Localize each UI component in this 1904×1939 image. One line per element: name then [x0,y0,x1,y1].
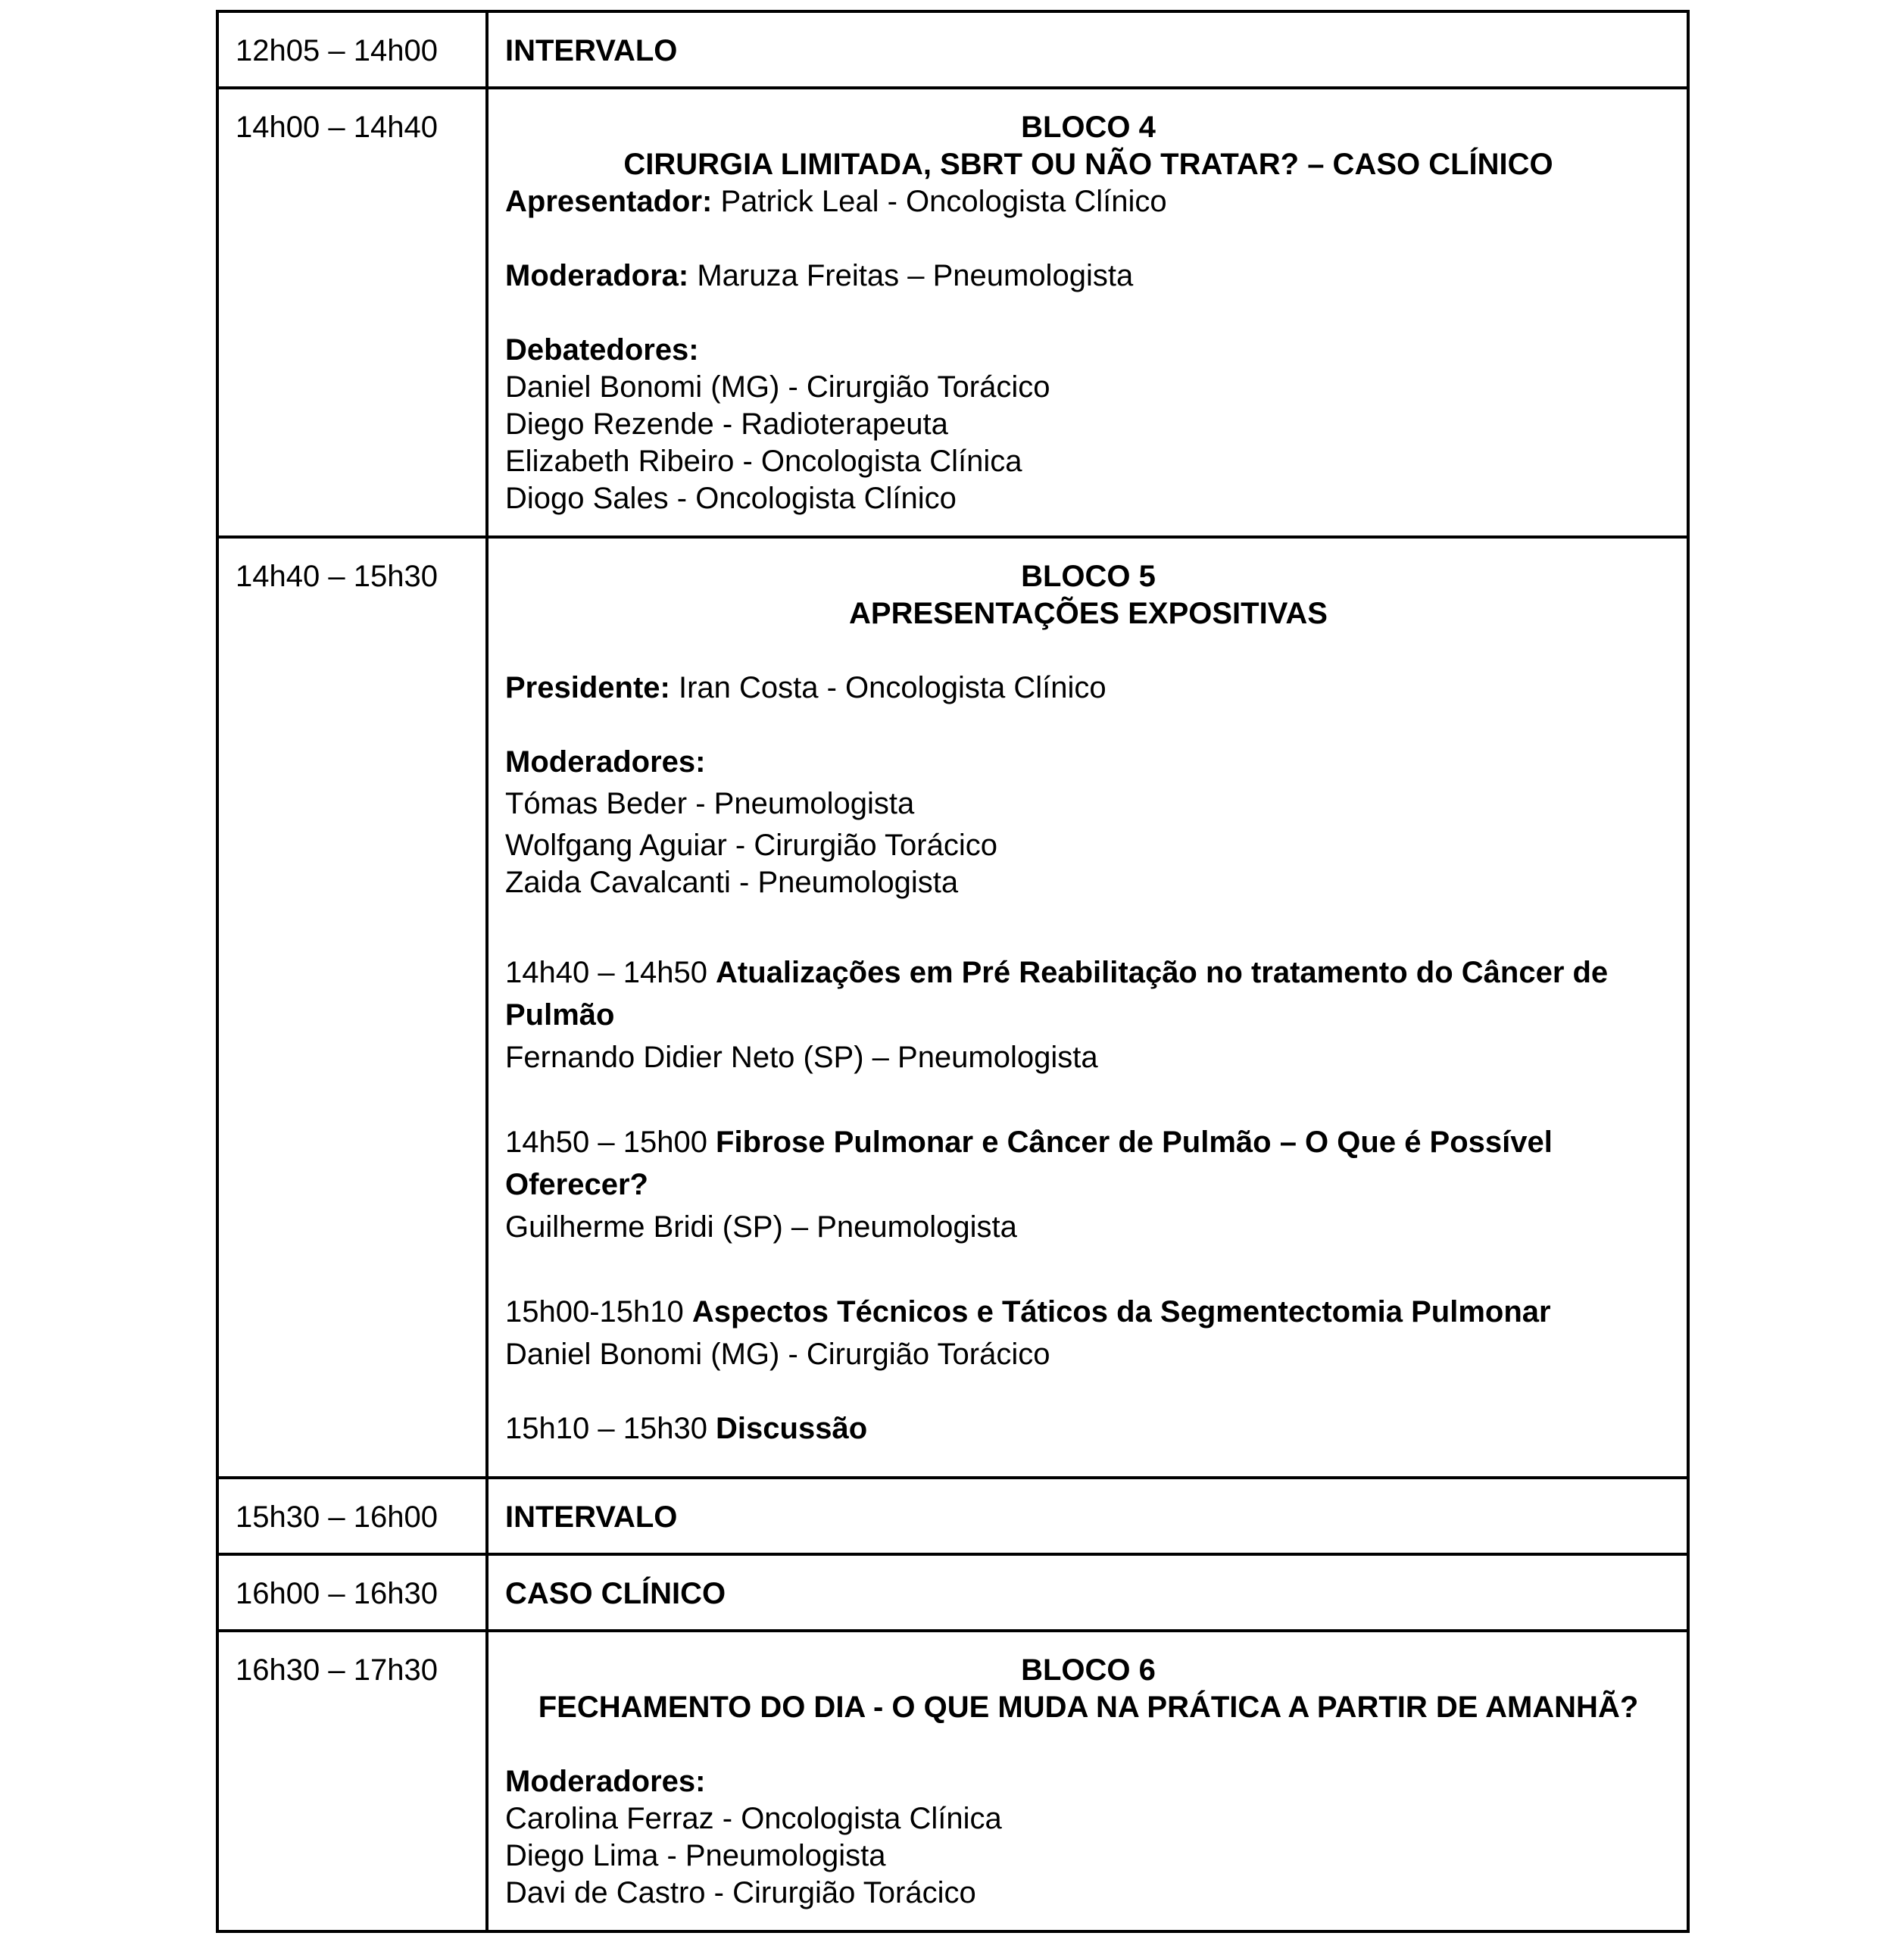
talk-speaker: Fernando Didier Neto (SP) – Pneumologista [505,1041,1098,1074]
talk-speaker: Daniel Bonomi (MG) - Cirurgião Torácico [505,1338,1050,1371]
president-line [505,670,1671,707]
session-title: INTERVALO [487,11,1688,88]
schedule-row-bloco-5 [217,537,1688,1478]
debater: Diogo Sales - Oncologista Clínico [505,482,957,515]
session-content [487,1631,1688,1931]
debater: Elizabeth Ribeiro - Oncologista Clínica [505,445,1022,478]
moderator: Wolfgang Aguiar - Cirurgião Torácico [505,829,997,862]
moderator-line [505,258,1671,295]
presenter-label: Apresentador: [505,185,713,218]
moderator: Tómas Beder - Pneumologista [505,787,915,820]
session-title: CASO CLÍNICO [487,1554,1688,1631]
time-cell: 15h30 – 16h00 [217,1478,487,1554]
talk-title: Aspectos Técnicos e Táticos da Segmentectomia Pulmonar [691,1295,1551,1329]
moderators-label: Moderadores: [505,745,706,779]
moderator: Carolina Ferraz - Oncologista Clínica [505,1802,1002,1835]
debater: Daniel Bonomi (MG) - Cirurgião Torácico [505,370,1050,404]
talk-title: Atualizações em Pré Reabilitação no tratamento do Câncer de Pulmão [505,956,1609,1032]
block-number: BLOCO 4 [1021,111,1156,144]
session-title: INTERVALO [487,1478,1688,1554]
talk-item [505,1291,1671,1375]
block-title: FECHAMENTO DO DIA - O QUE MUDA NA PRÁTICA A PARTIR DE AMANHÃ? [538,1691,1639,1724]
session-content [487,88,1688,537]
moderator: Davi de Castro - Cirurgião Torácico [505,1876,976,1909]
block-title: APRESENTAÇÕES EXPOSITIVAS [849,597,1328,630]
time-cell: 16h00 – 16h30 [217,1554,487,1631]
time-cell: 12h05 – 14h00 [217,11,487,88]
block-title: CIRURGIA LIMITADA, SBRT OU NÃO TRATAR? – CASO CLÍNICO [623,148,1553,181]
talk-speaker: Guilherme Bridi (SP) – Pneumologista [505,1210,1017,1244]
talk-time: 14h50 – 15h00 [505,1126,716,1159]
talk-item [505,951,1671,1079]
talk-title: Fibrose Pulmonar e Câncer de Pulmão – O Que é Possível Oferecer? [505,1126,1553,1201]
talk-title: Discussão [716,1412,868,1445]
schedule-row-intervalo-2 [217,1478,1688,1554]
schedule-row-bloco-4 [217,88,1688,537]
schedule-table [216,10,1690,1933]
president-label: Presidente: [505,671,670,704]
time-cell: 16h30 – 17h30 [217,1631,487,1931]
block-number: BLOCO 6 [1021,1653,1156,1687]
presenter-name: Patrick Leal - Oncologista Clínico [712,185,1167,218]
moderator-name: Maruza Freitas – Pneumologista [688,259,1134,292]
moderator-label: Moderadora: [505,259,689,292]
block-number: BLOCO 5 [1021,560,1156,593]
time-cell: 14h40 – 15h30 [217,537,487,1478]
moderators-label: Moderadores: [505,1765,706,1798]
schedule-row-caso-clinico [217,1554,1688,1631]
debater: Diego Rezende - Radioterapeuta [505,407,948,441]
session-content [487,537,1688,1478]
moderator: Zaida Cavalcanti - Pneumologista [505,866,959,899]
time-cell: 14h00 – 14h40 [217,88,487,537]
talk-time: 15h00-15h10 [505,1295,692,1329]
talk-time: 14h40 – 14h50 [505,956,716,989]
talk-item [505,1407,1671,1450]
schedule-row-intervalo-1 [217,11,1688,88]
debaters-label: Debatedores: [505,333,699,367]
moderator: Diego Lima - Pneumologista [505,1839,886,1872]
schedule-row-bloco-6 [217,1631,1688,1931]
presenter-line [505,183,1671,220]
talk-item [505,1121,1671,1248]
president-name: Iran Costa - Oncologista Clínico [670,671,1107,704]
talk-time: 15h10 – 15h30 [505,1412,716,1445]
